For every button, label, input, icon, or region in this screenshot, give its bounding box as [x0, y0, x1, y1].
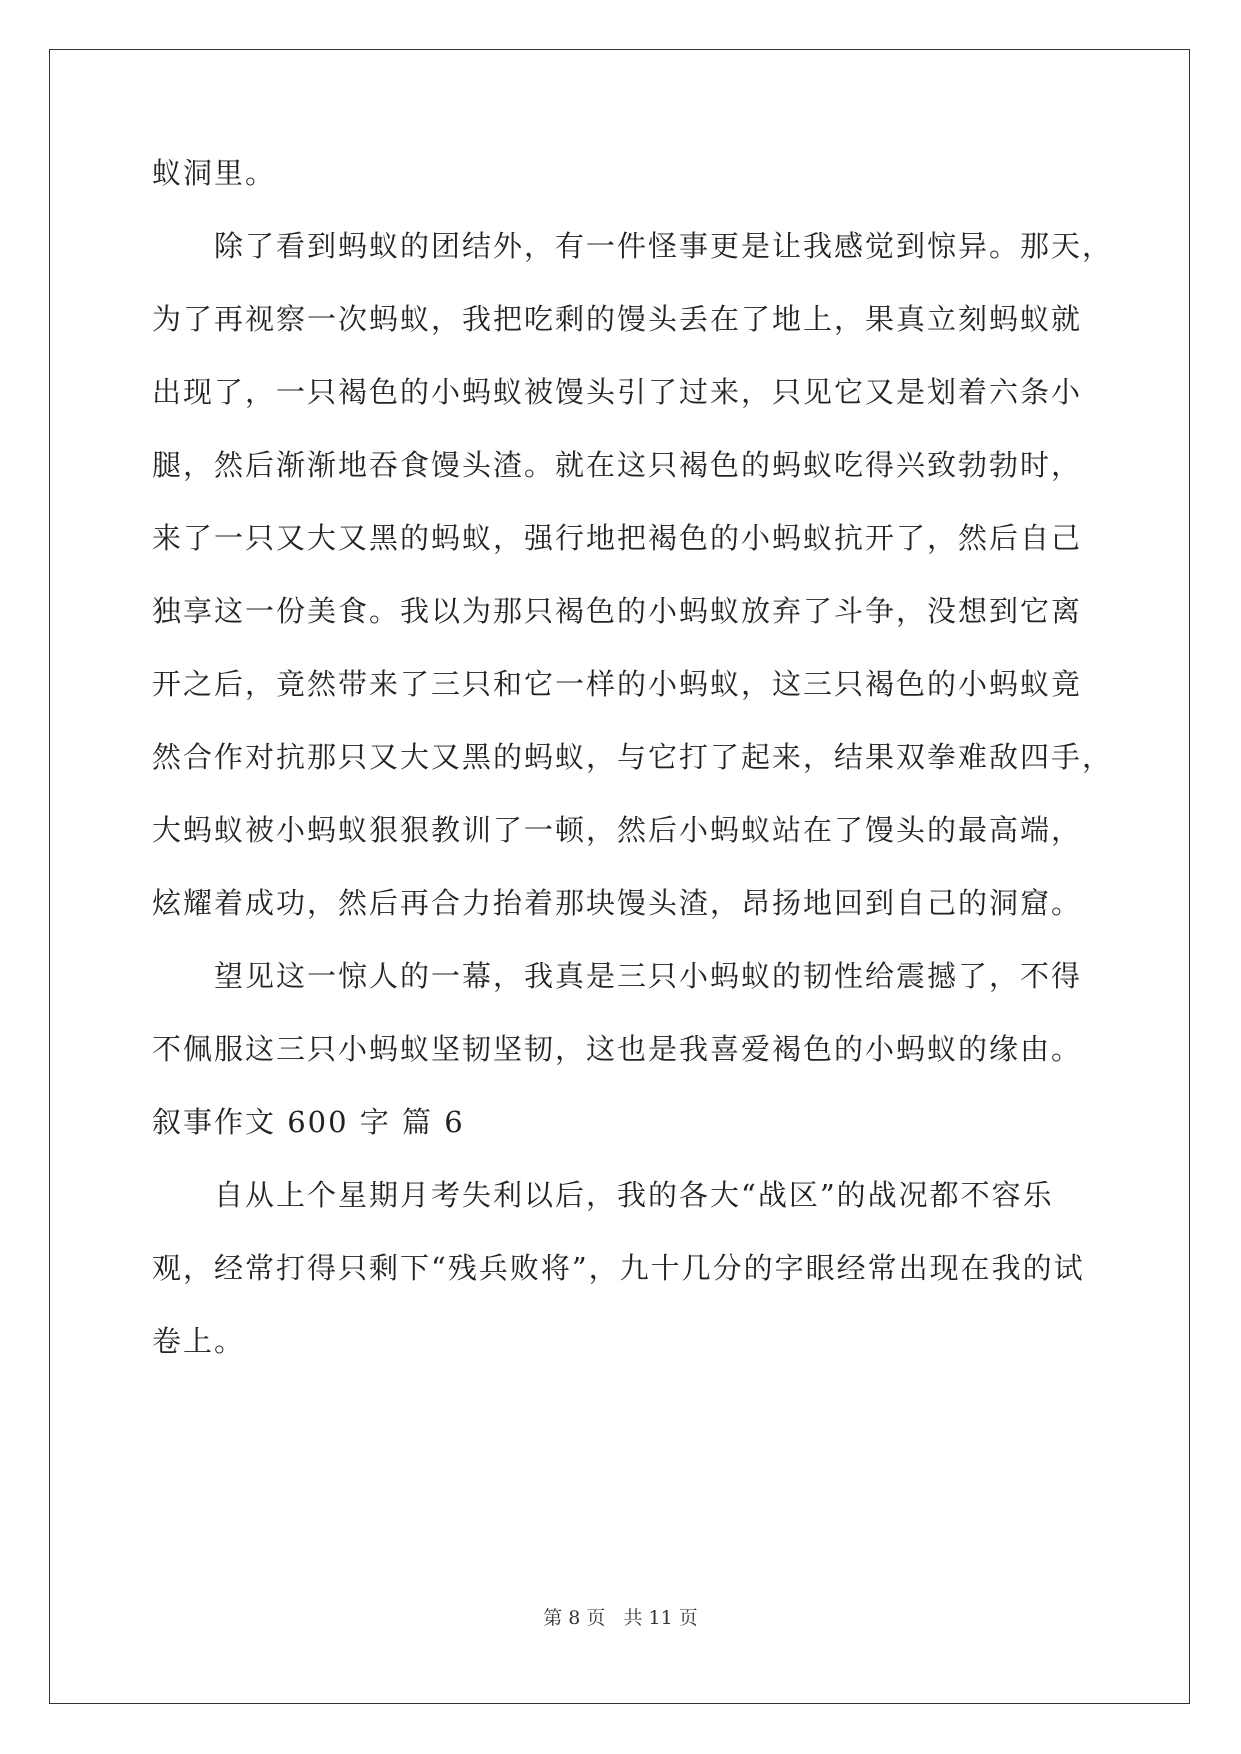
page-number: 第 8 页	[543, 1607, 606, 1629]
text-line: 观，经常打得只剩下“残兵败将”，九十几分的字眼经常出现在我的试	[152, 1251, 1085, 1285]
text-line: 望见这一惊人的一幕，我真是三只小蚂蚁的韧性给震撼了，不得	[214, 959, 1083, 993]
text-line: 自从上个星期月考失利以后，我的各大“战区”的战况都不容乐	[214, 1178, 1054, 1212]
text-line: 开之后，竟然带来了三只和它一样的小蚂蚁，这三只褐色的小蚂蚁竟	[152, 667, 1083, 701]
text-line: 为了再视察一次蚂蚁，我把吃剩的馒头丢在了地上，果真立刻蚂蚁就	[152, 302, 1083, 336]
text-line: 蚁洞里。	[152, 156, 277, 190]
section-heading: 叙事作文 600 字 篇 6	[152, 1105, 465, 1139]
page-footer	[0, 1606, 1241, 1630]
text-line: 不佩服这三只小蚂蚁坚韧坚韧，这也是我喜爱褐色的小蚂蚁的缘由。	[152, 1032, 1083, 1066]
text-line: 独享这一份美食。我以为那只褐色的小蚂蚁放弃了斗争，没想到它离	[152, 594, 1083, 628]
text-line: 然合作对抗那只又大又黑的蚂蚁，与它打了起来，结果双拳难敌四手，	[152, 740, 1114, 774]
text-line: 炫耀着成功，然后再合力抬着那块馒头渣，昂扬地回到自己的洞窟。	[152, 886, 1083, 920]
page-total: 共 11 页	[623, 1607, 698, 1629]
text-line: 卷上。	[152, 1324, 246, 1358]
text-line: 来了一只又大又黑的蚂蚁，强行地把褐色的小蚂蚁抗开了，然后自己	[152, 521, 1083, 555]
text-line: 腿，然后渐渐地吞食馒头渣。就在这只褐色的蚂蚁吃得兴致勃勃时，	[152, 448, 1083, 482]
page-border	[49, 49, 1190, 1704]
text-line: 大蚂蚁被小蚂蚁狠狠教训了一顿，然后小蚂蚁站在了馒头的最高端，	[152, 813, 1083, 847]
text-line: 除了看到蚂蚁的团结外，有一件怪事更是让我感觉到惊异。那天，	[214, 229, 1114, 263]
text-line: 出现了，一只褐色的小蚂蚁被馒头引了过来，只见它又是划着六条小	[152, 375, 1083, 409]
